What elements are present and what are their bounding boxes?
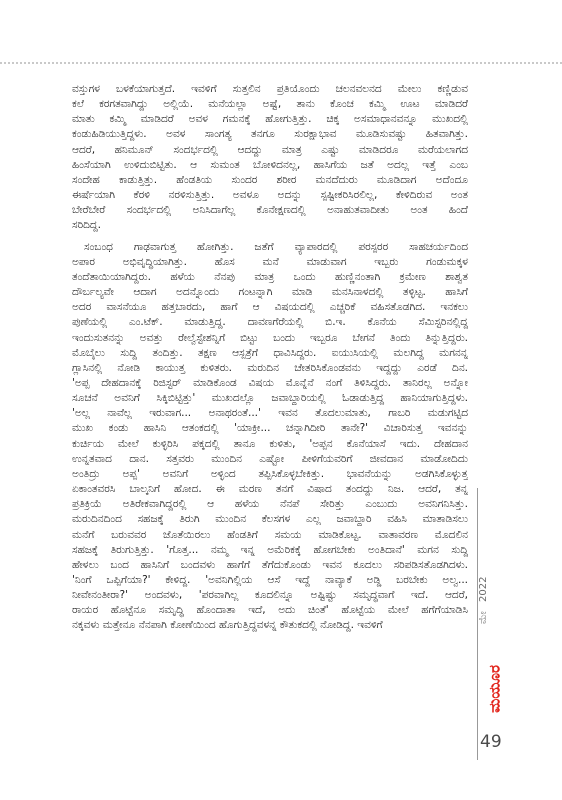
text-line: ಹೇಳಲು ಬಂದ ಹಾಸಿನಿಗೆ ಬಂದವಳು ಹಾಗೆಗೆ ತೆಗೆದುಕೊಂಡು ಇವನ ಕೂದಲು ಸರಿಪಡಿಸತೊಡಗಿದಳು. bbox=[72, 558, 468, 571]
page-number: 49 bbox=[480, 732, 502, 752]
magazine-logo-text: ಮಯೂರ bbox=[485, 665, 504, 713]
text-line: ಉನ್ನತವಾದ ದಾನ. ಸತ್ತವರು ಮುಂದಿನ ಎಷ್ಟೋ ಪೀಳಿಗೆಯವರಿಗೆ ಜೀವದಾನ ಮಾಡೋದಿದು bbox=[72, 452, 468, 465]
text-line: ಮುಖ ಕಂಡು ಹಾಸಿನಿ ಆತಂಕದಲ್ಲಿ 'ಯಾಕ್ರೀ... ಚನ್ನಾಗಿದೀರಿ ತಾನೇ?' ವಿಚಾರಿಸುತ್ತ ಇವನನ್ನು bbox=[72, 422, 468, 435]
issue-month: ಮೇ bbox=[478, 611, 489, 624]
text-line: ಗ್ಲಾಸಿನಲ್ಲಿ ನೋಡಿ ಕಾಯುತ್ತ ಕುಳಿತರು. ಮರುದಿನ ಚೇತರಿಸಿಕೊಂಡವನು ಇದ್ದದ್ದು ಎರಡೆ ದಿನ. bbox=[72, 361, 468, 374]
text-line: ಪ್ರತಿಕ್ರಿಯೆ ಅತಿರೇಕವಾಗಿದ್ದರಲ್ಲಿ ಆ ಹಳೆಯ ನೆನಪೆ ಸೇರಿತ್ತು ಎಂಬುದು ಅವನಿಗನಿಸಿತ್ತು. bbox=[72, 498, 468, 511]
text-line: ತಂದೆತಾಯಿಯಾಗಿದ್ದರು. ಹಳೆಯ ನೆನಪು ಮಾತ್ರ ಒಂದು ಹುಣ್ಣಿನಂತಾಗಿ ಕ್ರಮೇಣ ಶಾಶ್ವತ bbox=[72, 270, 468, 283]
text-line: 'ಅಲ್ಲ ನಾವೆಲ್ಲ ಇರುವಾಗ... ಅನಾಥರಂತೆ...' ಇವನ ತೊದಲುಮಾತು, ಗಾಬರಿ ಮಡುಗಟ್ಟಿದ bbox=[72, 407, 468, 420]
magazine-logo bbox=[480, 658, 510, 720]
text-line: ಸಹಜಕ್ಕೆ ತಿರುಗುತ್ತಿತ್ತು. 'ಗೊತ್ತ... ನಮ್ಮ ಇನ್ನ ಅಮೆರಿಕಕ್ಕೆ ಹೋಗಬೇಕು ಅಂತಿದಾನೆ' ಮಗನ ಸುದ್ದಿ bbox=[72, 543, 468, 556]
text-line: ನಕ್ಕವಳು ಮತ್ತೇನೂ ನೆನಪಾಗಿ ಕೋಣೆಯಿಂದ ಹೊಗುತ್ತಿದ್ದವಳನ್ನ ಕೌತುಕದಲ್ಲಿ ನೋಡಿದ್ದ. ಇವಳಿಗೆ bbox=[72, 619, 383, 632]
text-line: ಮರುದಿನದಿಂದ ಸಹಜಕ್ಕೆ ತಿರುಗಿ ಮುಂದಿನ ಕೆಲಸಗಳ ಎಲ್ಲ ಜವಾಬ್ದಾರಿ ವಹಿಸಿ ಮಾತಾಡಿಸಲು bbox=[72, 513, 468, 526]
text-line: ಸಂಬಂಧ ಗಾಢವಾಗುತ್ತ ಹೋಗಿತ್ತು. ಜತೆಗೆ ವ್ಯಾಪಾರದಲ್ಲಿ ಪರಸ್ಪರರ ಸಾಹಚರ್ಯದಿಂದ bbox=[84, 240, 468, 253]
text-line: ಸಂದೇಹ ಕಾಡುತ್ತಿತ್ತು. ಹೆಂಡತಿಯ ಸುಂದರ ಶರೀರ ಮನದೆದುರು ಮೂಡಿದಾಗ ಅದೆಂದೂ bbox=[72, 173, 468, 186]
text-line: ನೀವೇನಂತೀರಾ?' ಅಂದವಳು, 'ಪರವಾಗಿಲ್ಲ ಕೂದಲಿನ್ನೂ ಅಷ್ಟಿಷ್ಟು ಸಮೃದ್ಧವಾಗೆ ಇದೆ. ಆದರೆ, bbox=[72, 589, 468, 602]
text-line: ಬೇರೆಬೇರೆ ಸಂದರ್ಭದಲ್ಲಿ ಅನಿಸಿದಾಗೆಲ್ಲ ಕೊನೇಕ್ಷಣದಲ್ಲಿ ಅನಾಹುತವಾದೀತು ಅಂತ ಹಿಂದೆ bbox=[72, 204, 468, 217]
paragraph bbox=[72, 240, 468, 634]
issue-year: 2022 bbox=[478, 576, 489, 602]
text-line: ಹಿಂಸೆಯಾಗಿ ಉಳಿದುಬಿಟ್ಟಿತು. ಆ ಸುಮಂತ ಬೋಳಿದನಲ್ಲ, ಹಾಸಿಗೆಯ ಜತೆ ಅದಲ್ಲ ಇತ್ತೆ ಎಂಬ bbox=[72, 158, 468, 171]
text-line: ಪುಣೆಯಲ್ಲಿ ಎಂ.ಟೆಕ್. ಮಾಡುತ್ತಿದ್ದ. ದಾವಣಗೆರೆಯಲ್ಲಿ ಬಿ.ಇ. ಕೊನೆಯ ಸೆಮಿಸ್ಟರಿನಲ್ಲಿದ್ದ bbox=[72, 316, 468, 329]
text-line: 'ನಿಂಗೆ ಒಪ್ಪಿಗೆಯಾ?' ಕೇಳಿದ್ದ. 'ಅವನಿಗಿಲ್ಲಿಯ ಆಸೆ ಇದ್ದೆ ನಾವ್ಯಾಕೆ ಅಡ್ಡಿ ಬರಬೇಕು ಅಲ್ವ... bbox=[72, 574, 468, 586]
text-line: ಅಂತಿದ್ರು ಅಪ್ಪ' ಅವನಿಗೆ ಅಳ್ಳಿಂದ ತಪ್ಪಿಸಿಕೊಳ್ಳಬೇಕಿತ್ತು. ಭಾವನೆಯನ್ನು ಅಡಗಿಸಿಕೊಳ್ಳುತ್ತ bbox=[72, 467, 468, 480]
text-line: ಮಾತು ಕಮ್ಮಿ ಮಾಡಿದರೆ ಅವಳ ಗಮನಕ್ಕೆ ಹೋಗುತ್ತಿತ್ತು. ಚಿಕ್ಕ ಅಸಮಾಧಾನವನ್ನೂ ಮುಖದಲ್ಲಿ bbox=[72, 113, 468, 126]
text-line: ಏಕಾಂತವರಸಿ ಬಾಲ್ಕನಿಗೆ ಹೋದ. ಈ ಮರಣ ತನಗೆ ವಿಷಾದ ತಂದದ್ದು ನಿಜ. ಆದರೆ, ತನ್ನ bbox=[72, 483, 468, 496]
text-line: ಅಪಾರ ಅಭಿವೃದ್ಧಿಯಾಗಿತ್ತು. ಹೊಸ ಮನೆ ಮಾಡುವಾಗ ಇಬ್ಬರು ಗಂಡುಮಕ್ಕಳ bbox=[72, 255, 468, 268]
text-line: ಸೂಚನೆ ಅವನಿಗೆ ಸಿಕ್ಕಿಬಿಟ್ಟಿತ್ತು' ಮುಖದಲ್ಲೊ ಜವಾಬ್ದಾರಿಯಲ್ಲಿ ಓಡಾಡುತ್ತಿದ್ದ ಹಾನಿಯಾಗುತ್ತಿದ್ದಳು. bbox=[72, 392, 468, 405]
text-line: ಇಂದುಸುತನನ್ನು ಅವತ್ತು ರೇಲ್ವೆಸ್ಟೇಶನ್ನಿಗೆ ಬಿಟ್ಟು ಬಂದು ಇಬ್ಬರೂ ಬೇಗನೆ ತಿಂದು ತಿನ್ನುತ್ತಿದ್ದರು. bbox=[72, 331, 468, 344]
text-line: ಸರಿದಿದ್ದ. bbox=[72, 219, 101, 232]
text-line: ಆದರೆ, ಹನಿಮೂನ್ ಸಂದರ್ಭದಲ್ಲಿ ಆದದ್ದು ಮಾತ್ರ ಎಷ್ಟು ಮಾಡಿದರೂ ಮರೆಯಲಾಗದ bbox=[72, 143, 468, 156]
text-line: ಅದರ ವಾಸನೆಯೂ ಹತ್ತಬಾರದು, ಹಾಗೆ ಆ ವಿಷಯದಲ್ಲಿ ಎಚ್ಚರಿಕೆ ವಹಿಸತೊಡಗಿದ. ಇನಕಲು bbox=[72, 301, 468, 314]
text-line: ರಾಯರ ಹೊಟ್ಟೆನೂ ಸಮೃದ್ಧಿ ಹೊಂದಾತಾ ಇದೆ, ಅದು ಚಿಂತೆ' ಹೊಟ್ಟೆಯ ಮೇಲೆ ಹಗೆಗೆಯಾಡಿಸಿ bbox=[72, 604, 468, 617]
article-body bbox=[72, 82, 468, 640]
text-line: ವಸ್ತುಗಳ ಬಳಕೆಯಾಗುತ್ತದೆ. ಇವಳಿಗೆ ಸುತ್ತಲಿನ ಪ್ರತಿಯೊಂದು ಚಲನವಲನದ ಮೇಲು ಕಣ್ಣಿಡುವ bbox=[72, 83, 468, 95]
text-line: ಕುರ್ಚಿಯ ಮೇಲೆ ಕುಳ್ಳಿರಿಸಿ ಪಕ್ಕದಲ್ಲಿ ತಾನೂ ಕುಳಿತು, 'ಅಪ್ಪನ ಕೊನೆಯಾಸೆ ಇದು. ದೇಹದಾನ bbox=[72, 437, 468, 450]
text-line: ಕಂಡುಹಿಡಿಯುತ್ತಿದ್ದಳು. ಅವಳ ಸಾಂಗತ್ಯ ತನಗೂ ಸುರಕ್ಷಾಭಾವ ಮೂಡಿಸುವಷ್ಟು ಹಿತವಾಗಿತ್ತು. bbox=[72, 128, 468, 141]
text-line: ಈರ್ಷೆಯಾಗಿ ಕೆರಳಿ ನರಳಿಸುತ್ತಿತ್ತು. ಅವಳೂ ಅದನ್ನು ಸ್ಪಷ್ಟೀಕರಿಸಿರಲಿಲ್ಲ, ಕೇಳಿದಿರುವ ಅಂತ bbox=[72, 189, 468, 202]
top-dotted-rule bbox=[0, 62, 562, 64]
issue-date bbox=[478, 560, 514, 640]
paragraph bbox=[72, 82, 468, 234]
text-line: ಕಲೆ ಕರಗತವಾಗಿದ್ದು ಅಲ್ಲಿಯೆ. ಮನೆಯಲ್ಲಾ ಅಷ್ಟೆ, ತಾನು ಕೊಂಚ ಕಮ್ಮಿ ಊಟ ಮಾಡಿದರೆ bbox=[72, 98, 468, 111]
text-line: ದೌರ್ಬಲ್ಯವೇ ಆದಾಗ ಅದನ್ನೊಂದು ಗಂಟನ್ನಾಗಿ ಮಾಡಿ ಮನಸಿನಾಳದಲ್ಲಿ ತಳ್ಳಿಟ್ಟ. ಹಾಸಿಗೆ bbox=[72, 286, 468, 299]
text-line: ಮನೆಗೆ ಬರುವವರ ಜೊತೆಯಿರಲು ಹೆಂಡತಿಗೆ ಸಮಯ ಮಾಡಿಕೊಟ್ಟ. ವಾತಾವರಣ ಮೊದಲಿನ bbox=[72, 528, 468, 541]
text-line: 'ಅಪ್ಪ ದೇಹದಾನಕ್ಕೆ ರಿಜಿಸ್ಟರ್ ಮಾಡಿಕೊಂಡ ವಿಷಯ ಮೊನ್ನೆನೆ ನಂಗೆ ತಿಳಿಸಿದ್ದರು. ತಾನಿರಲ್ಲ ಅನ್ನೋ bbox=[72, 376, 468, 389]
text-line: ಮೊಬೈಲು ಸುದ್ದಿ ತಂದಿತ್ತು. ತಕ್ಷಣ ಆಸ್ಪತ್ರೆಗೆ ಧಾವಿಸಿದ್ದರು. ಐಯುಸಿಯಲ್ಲಿ ಮಲಗಿದ್ದ ಮಗನನ್ನ bbox=[72, 346, 468, 359]
